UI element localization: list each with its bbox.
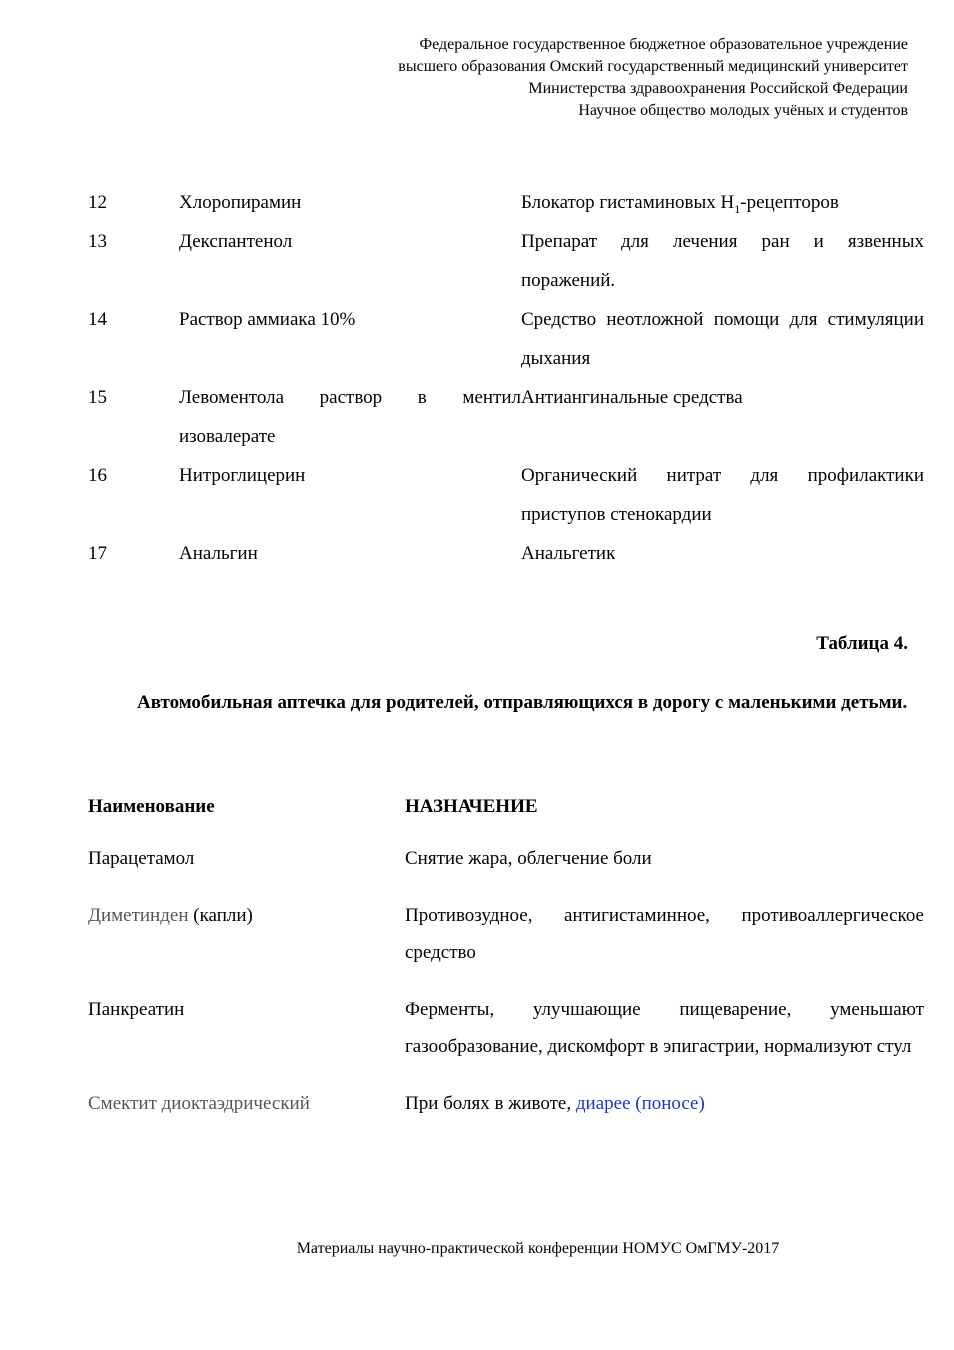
table-row (88, 534, 924, 573)
row-number: 12 (88, 192, 107, 213)
row-number: 15 (88, 387, 107, 408)
medicine-table-continued (88, 183, 924, 573)
medicine-purpose: Антиангинальные средства (521, 387, 743, 408)
row-number: 16 (88, 465, 107, 486)
medicine-name: Нитроглицерин (179, 465, 306, 486)
row-number: 14 (88, 309, 107, 330)
medicine-purpose: Снятие жара, облегчение боли (405, 848, 652, 869)
table-number-label: Таблица 4. (816, 633, 908, 654)
medicine-purpose: Ферменты, улучшающие пищеварение, уменьшают газообразование, дискомфорт в эпигастрии, нормализуют стул (405, 999, 924, 1057)
column-header-purpose: НАЗНАЧЕНИЕ (405, 796, 538, 817)
header-line-4: Научное общество молодых учёных и студентов (578, 102, 908, 119)
table-row (88, 1085, 924, 1122)
column-header-name: Наименование (88, 796, 215, 817)
medicine-name: Левоментола раствор в ментил изовалерате (179, 387, 521, 447)
footer-text: Материалы научно-практической конференции НОМУС ОмГМУ-2017 (296, 1240, 780, 1257)
medicine-name: Раствор аммиака 10% (179, 309, 356, 330)
medicine-purpose: Противозудное, антигистаминное, противоаллергическое средство (405, 905, 924, 963)
table-row (88, 222, 924, 300)
table-row (88, 897, 924, 971)
header-line-1: Федеральное государственное бюджетное образовательное учреждение (419, 36, 908, 53)
diarrhea-link[interactable]: диарее (поносе) (575, 1093, 705, 1114)
header-line-3: Министерства здравоохранения Российской Федерации (528, 80, 908, 97)
table-caption: Автомобильная аптечка для родителей, отправляющихся в дорогу с маленькими детьми. (137, 692, 908, 713)
medicine-name: Смектит диоктаэдрический (88, 1093, 310, 1114)
medicine-purpose: При болях в животе, диарее (поносе) (405, 1093, 705, 1114)
table-row (88, 378, 924, 456)
table-header-row (88, 788, 924, 825)
table-row (88, 300, 924, 378)
row-number: 17 (88, 543, 107, 564)
table-row (88, 456, 924, 534)
car-first-aid-kit-table (88, 788, 924, 1122)
medicine-purpose: Средство неотложной помощи для стимуляции дыхания (521, 309, 924, 369)
table-row (88, 183, 924, 222)
medicine-name: Диметинден (капли) (88, 905, 253, 926)
row-number: 13 (88, 231, 107, 252)
medicine-purpose: Препарат для лечения ран и язвенных поражений. (521, 231, 924, 291)
table-row (88, 840, 924, 877)
medicine-name: Декспантенол (179, 231, 293, 252)
table-row (88, 991, 924, 1065)
medicine-purpose: Блокатор гистаминовых $Н_1$-рецепторов (521, 192, 839, 216)
medicine-name: Парацетамол (88, 848, 195, 869)
page-header (398, 34, 908, 122)
medicine-purpose: Анальгетик (521, 543, 616, 564)
medicine-name: Хлоропирамин (179, 192, 302, 213)
medicine-name: Панкреатин (88, 999, 185, 1020)
page-footer (0, 1240, 954, 1258)
medicine-name: Анальгин (179, 543, 258, 564)
medicine-purpose: Органический нитрат для профилактики приступов стенокардии (521, 465, 924, 525)
header-line-2: высшего образования Омский государственный медицинский университет (398, 58, 908, 75)
